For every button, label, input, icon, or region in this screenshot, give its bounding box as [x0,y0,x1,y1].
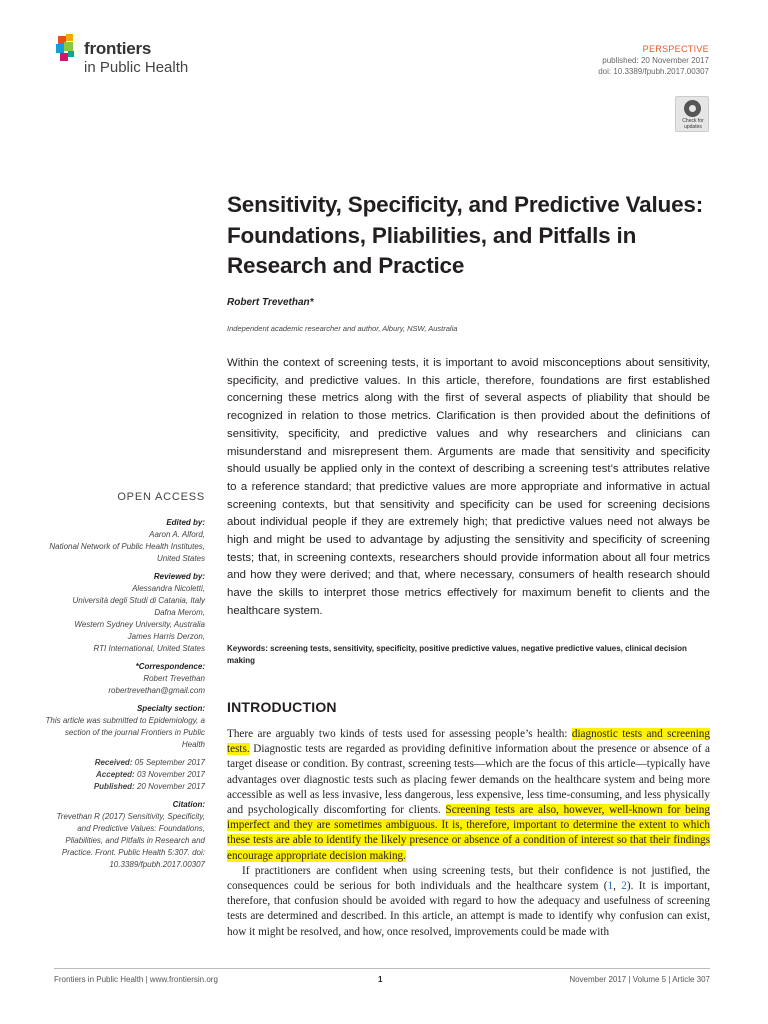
reference-link-2[interactable]: 2 [621,880,627,893]
reviewed-by-block [44,571,205,655]
journal-logo [54,34,224,82]
published-label: Published: [93,782,135,791]
article-meta [598,44,709,77]
intro-p2-text-b: ). It is important, therefore, that confusion should be avoided with regard to how the adequacy and usefulness of screening tests are determined and described. In this article, an attempt is made to identify why confusion can exist, how it might be resolved, and how, once resolved, improvements could be made with [227,880,710,938]
accepted-date: 03 November 2017 [136,770,205,779]
reviewer-1-affiliation: Università degli Studi di Catania, Italy [72,596,205,605]
highlight-screening-imperfect: Screening tests are also, however, well-known for being imperfect and they are sometimes ambiguous. It is, therefore, important to determine the extent to which these tests are able to identify the likely presence or absence of a condition of interest so that their findings encourage appropriate decision making. [227,804,710,862]
citation-text: Trevethan R (2017) Sensitivity, Specificity, and Predictive Values: Foundations, Pliabilities, and Pitfalls in Research and Practice. Front. Public Health 5:307. doi: 10.3389/fpubh.2017.00307 [56,812,205,869]
intro-paragraph-2 [227,864,710,940]
article-info-sidebar [44,517,205,877]
article-type: PERSPECTIVE [642,44,709,54]
reviewer-2-name[interactable]: Dafna Merom, [154,608,205,617]
footer-journal-website[interactable]: Frontiers in Public Health | www.frontiersin.org [54,975,218,984]
intro-p1-text-b: Diagnostic tests are regarded as providing definitive information about the presence or absence of a target disease or condition. By contrast, screening tests—which are the focus of this article—typically have advantages over diagnostic tests such as placing fewer demands on the healthcare system and being more accessible as well as less invasive, less dangerous, less expensive, less time-consuming, and less physically and psychologically discomforting for clients. [227,743,710,817]
reviewer-1-name[interactable]: Alessandra Nicoletti, [132,584,205,593]
intro-p1-text-a: There are arguably two kinds of tests used for assessing people’s health: [227,728,572,740]
intro-paragraph-1 [227,727,710,864]
abstract: Within the context of screening tests, it is important to avoid misconceptions about sensitivity, specificity, and predictive values. In this article, therefore, foundations are first established concerning these metrics along with the first of several aspects of pliability that should be recognized in relation to those metrics. Clarification is then provided about the definitions of sensitivity, specificity, and predictive values and why researchers and clinicians can misunderstand and misrepresent them. Arguments are made that sensitivity and specificity should usually be applied only in the context of describing a screening test’s attributes relative to a reference standard; that predictive values are more appropriate and informative in actual screening contexts, but that sensitivity and specificity can be used for screening decisions about individual people if they are extremely high; that predictive values need not always be high and might be used to advantage by adjusting the sensitivity and specificity of screening tests; that, in screening contexts, researchers should provide information about all four metrics and how they were derived; and that, where necessary, consumers of health research should have the skills to interpret those metrics effectively for maximum benefit to clients and the healthcare system. [227,357,710,617]
citation-label: Citation: [172,800,205,809]
reviewer-3-name[interactable]: James Harris Derzon, [127,632,205,641]
frontiers-logo-icon [54,34,80,68]
open-access-label: OPEN ACCESS [117,491,205,503]
intro-p2-text-a: If practitioners are confident when using screening tests, but their confidence is not justified, the consequences could be serious for both individuals and the healthcare system ( [227,864,710,893]
citation-block [44,799,205,871]
published-date: published: 20 November 2017 [602,56,709,65]
check-updates-label-2: updates [684,124,702,130]
highlight-diagnostic-screening: diagnostic tests and screening tests. [227,728,710,756]
correspondence-label: *Correspondence: [135,662,205,671]
reference-separator: , [613,880,622,893]
footer-issue-info: November 2017 | Volume 5 | Article 307 [569,975,710,984]
received-row [44,757,205,769]
reviewed-by-label: Reviewed by: [153,572,205,581]
check-for-updates-button[interactable] [675,96,709,132]
correspondence-email[interactable]: robertrevethan@gmail.com [108,686,205,695]
specialty-label: Specialty section: [136,704,205,713]
footer-divider [54,968,710,969]
doi[interactable]: doi: 10.3389/fpubh.2017.00307 [598,67,709,76]
introduction-body [227,727,710,940]
dates-block [44,757,205,793]
keywords: Keywords: screening tests, sensitivity, specificity, positive predictive values, negative predictive values, clinical decision making [227,644,687,665]
check-updates-label-1: Check for [682,118,704,124]
edited-by-block [44,517,205,565]
section-heading-introduction: INTRODUCTION [227,699,337,715]
accepted-label: Accepted: [96,770,135,779]
received-date: 05 September 2017 [134,758,205,767]
journal-name-line1: frontiers [84,39,152,58]
author-name[interactable]: Robert Trevethan* [227,297,314,308]
received-label: Received: [94,758,133,767]
correspondence-name: Robert Trevethan [143,674,205,683]
article-title: Sensitivity, Specificity, and Predictive Values: Foundations, Pliabilities, and Pitfalls in Research and Practice [227,192,704,278]
reviewer-2-affiliation: Western Sydney University, Australia [74,620,205,629]
published-row [44,781,205,793]
author-affiliation: Independent academic researcher and author, Albury, NSW, Australia [227,324,458,333]
edited-by-label: Edited by: [166,518,205,527]
editor-affiliation: National Network of Public Health Institutes, United States [49,542,205,563]
journal-name-line2: in Public Health [84,59,189,76]
specialty-block [44,703,205,751]
editor-name[interactable]: Aaron A. Alford, [149,530,205,539]
reference-link-1[interactable]: 1 [607,880,614,893]
correspondence-block [44,661,205,697]
check-updates-icon [684,100,701,117]
reviewer-3-affiliation: RTI International, United States [93,644,205,653]
specialty-text: This article was submitted to Epidemiology, a section of the journal Frontiers in Public Health [45,716,205,749]
page-number: 1 [378,975,383,984]
published-sidebar-date: 20 November 2017 [136,782,205,791]
accepted-row [44,769,205,781]
